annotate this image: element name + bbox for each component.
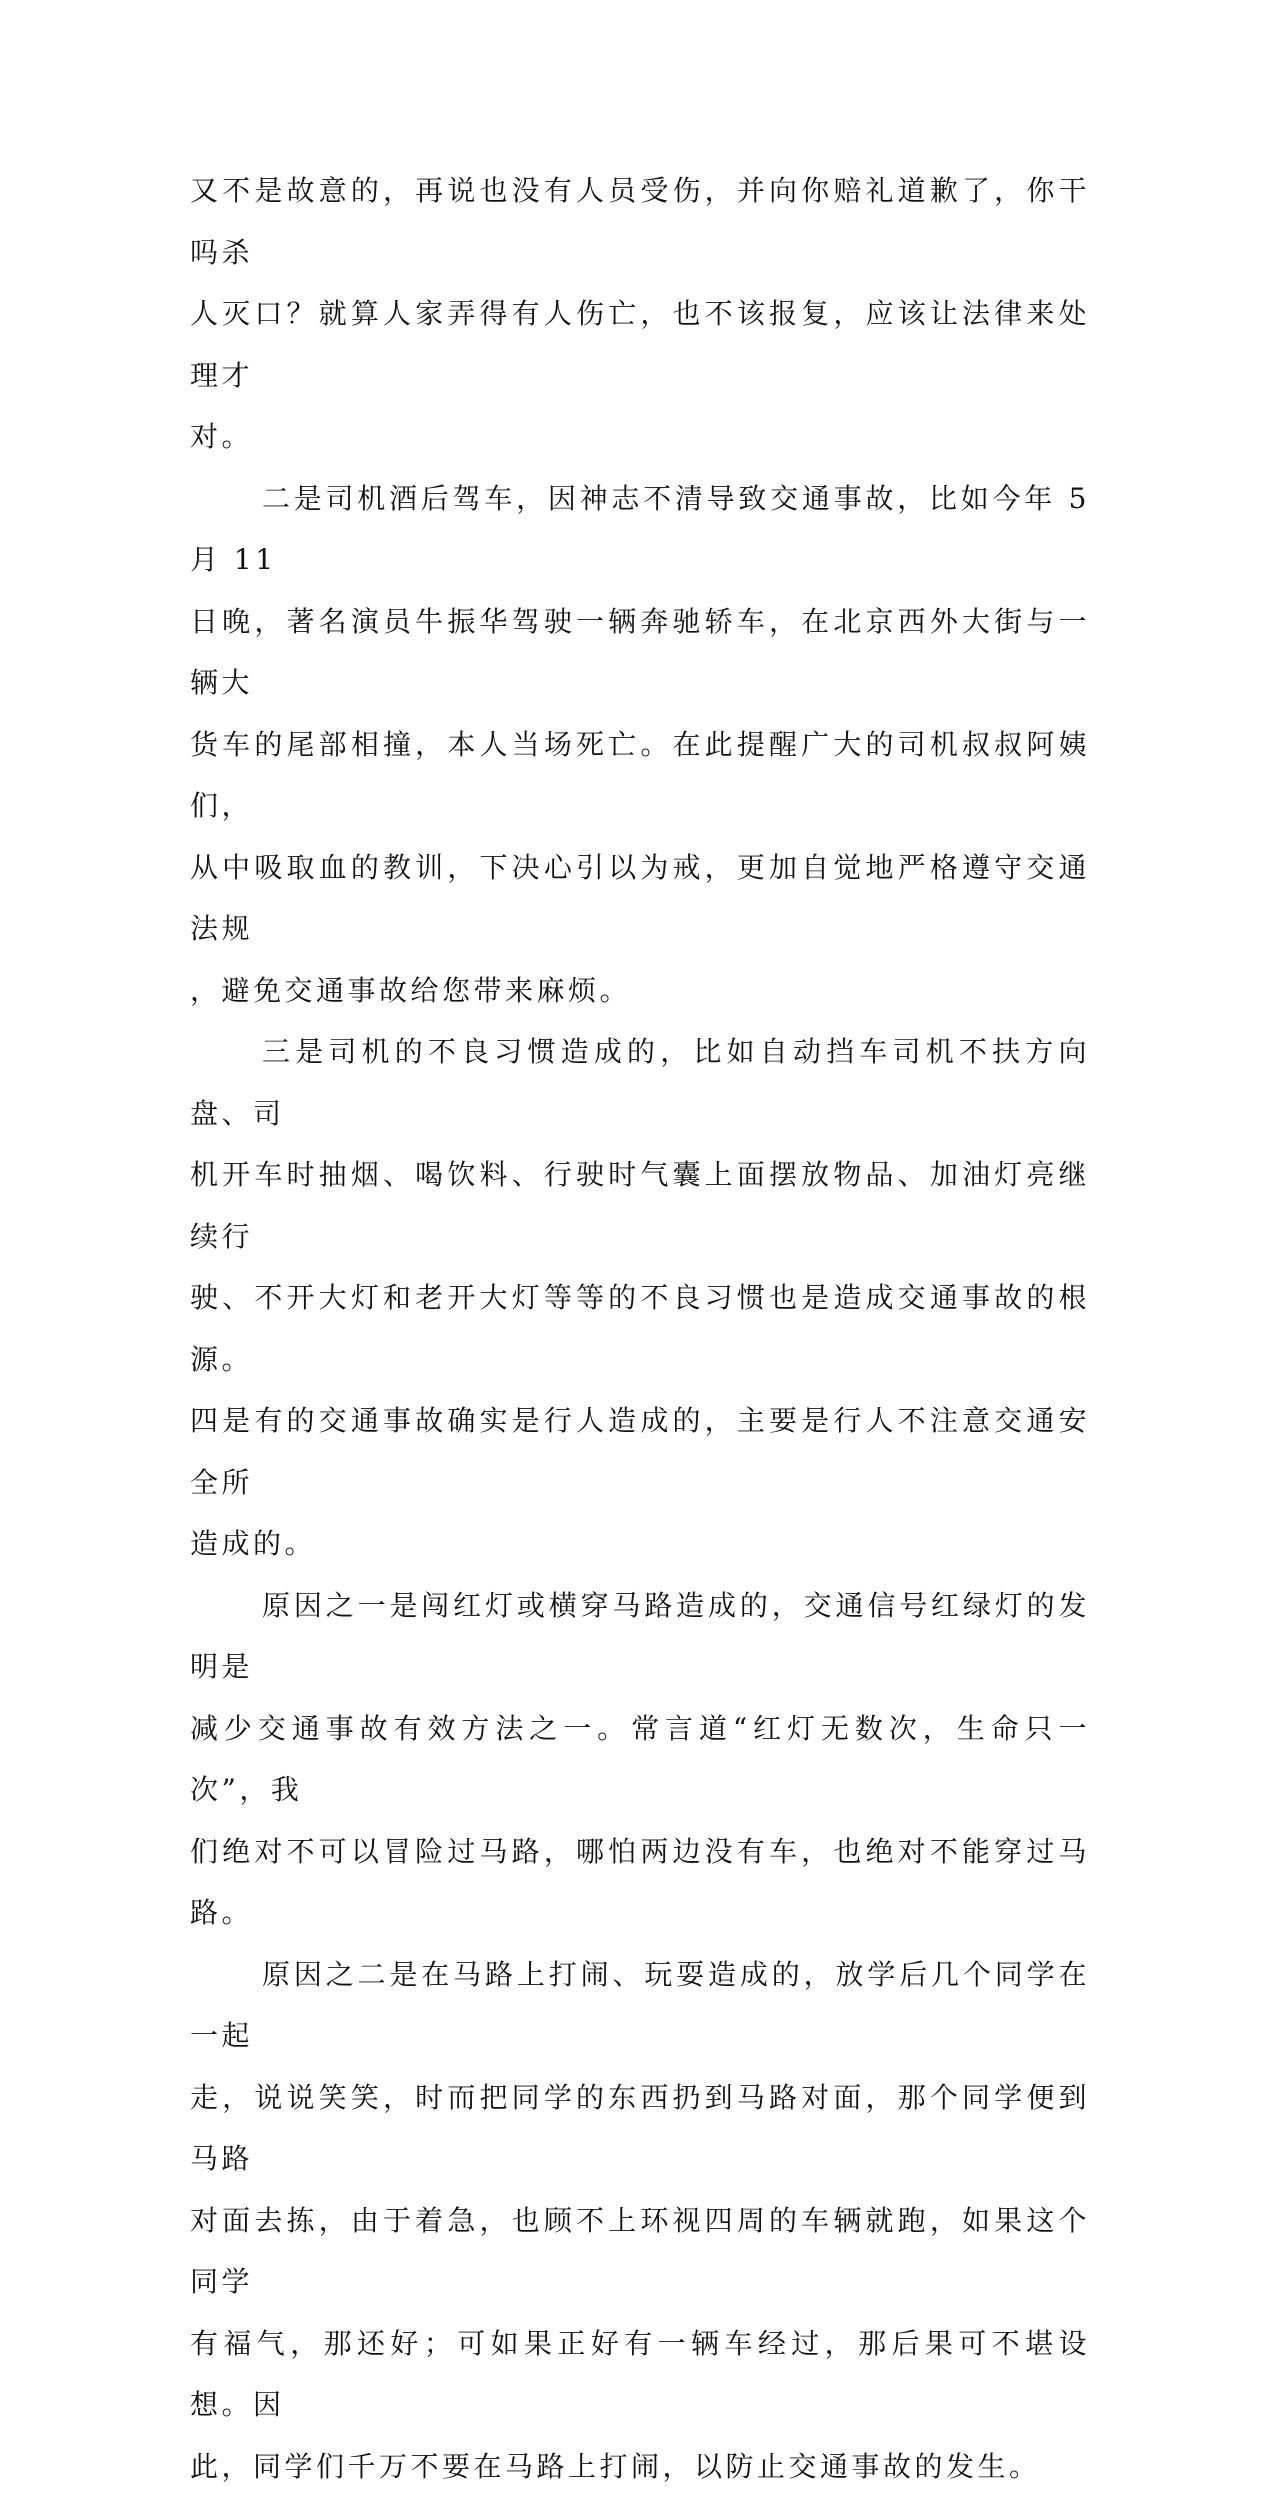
text-line: 走，说说笑笑，时而把同学的东西扔到马路对面，那个同学便到马路 [190,2081,1090,2176]
text-line: 日晚，著名演员牛振华驾驶一辆奔驰轿车，在北京西外大街与一辆大 [190,605,1090,700]
paragraph-1 [190,160,1090,468]
paragraph-2 [190,468,1090,1022]
paragraph-4 [190,1575,1090,1944]
text-line: 三是司机的不良习惯造成的，比如自动挡车司机不扶方向盘、司 [190,1035,1090,1130]
text-line: 对。 [190,420,253,453]
text-line: 货车的尾部相撞，本人当场死亡。在此提醒广大的司机叔叔阿姨们， [190,728,1090,823]
text-line: ，避免交通事故给您带来麻烦。 [190,974,631,1007]
paragraph-5 [190,1944,1090,2497]
text-line: 四是有的交通事故确实是行人造成的，主要是行人不注意交通安全所 [190,1404,1090,1499]
text-line: 此，同学们千万不要在马路上打闹，以防止交通事故的发生。 [190,2450,1041,2483]
paragraph-3 [190,1021,1090,1575]
text-line: 们绝对不可以冒险过马路，哪怕两边没有车，也绝对不能穿过马路。 [190,1835,1090,1930]
text-line: 造成的。 [190,1527,316,1560]
text-line: 减少交通事故有效方法之一。常言道“红灯无数次，生命只一次”，我 [190,1712,1090,1807]
text-line: 有福气，那还好；可如果正好有一辆车经过，那后果可不堪设想。因 [190,2327,1090,2422]
text-line: 二是司机酒后驾车，因神志不清导致交通事故，比如今年 5 月 11 [190,482,1090,577]
text-line: 对面去拣，由于着急，也顾不上环视四周的车辆就跑，如果这个同学 [190,2204,1090,2299]
text-line: 从中吸取血的教训，下决心引以为戒，更加自觉地严格遵守交通法规 [190,851,1090,946]
text-line: 原因之一是闯红灯或横穿马路造成的，交通信号红绿灯的发明是 [190,1589,1090,1684]
text-line: 又不是故意的，再说也没有人员受伤，并向你赔礼道歉了，你干吗杀 [190,174,1090,269]
document-body [190,160,1090,2497]
text-line: 人灭口？就算人家弄得有人伤亡，也不该报复，应该让法律来处理才 [190,297,1090,392]
text-line: 原因之二是在马路上打闹、玩耍造成的，放学后几个同学在一起 [190,1958,1090,2053]
text-line: 机开车时抽烟、喝饮料、行驶时气囊上面摆放物品、加油灯亮继续行 [190,1158,1090,1253]
text-line: 驶、不开大灯和老开大灯等等的不良习惯也是造成交通事故的根源。 [190,1281,1090,1376]
